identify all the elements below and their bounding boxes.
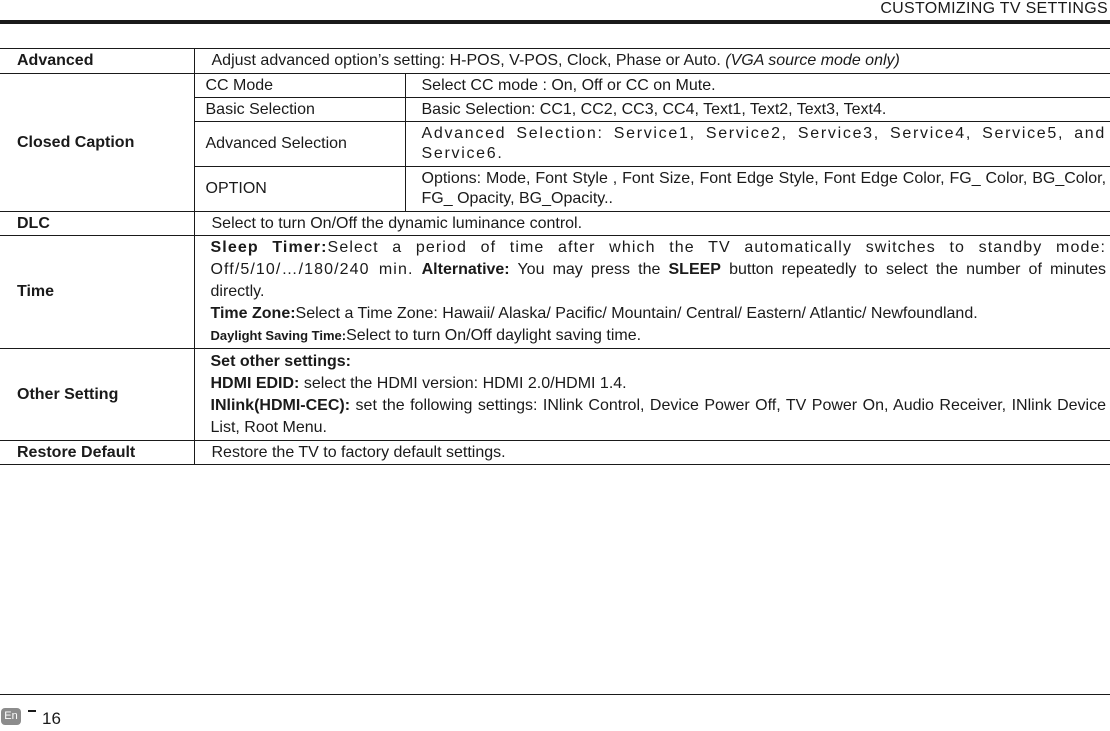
table-row-restore-default [0,441,1110,465]
table-row-time [0,236,1110,349]
hdmi-edid-text: HDMI EDID: select the HDMI version: HDMI 2.0/HDMI 1.4. [210,374,627,392]
row-desc-other-setting [194,349,1110,441]
cc-item-desc: Advanced Selection: Service1, Service2, Service3, Service4, Service5, and Service6. [405,122,1110,167]
row-desc-dlc: Select to turn On/Off the dynamic luminance control. [194,212,1110,236]
row-label-closed-caption: Closed Caption [0,74,194,212]
row-label-time: Time [0,236,194,349]
cc-item-name: OPTION [194,167,405,212]
row-label-restore-default: Restore Default [0,441,194,465]
row-label-dlc: DLC [0,212,194,236]
language-badge: En [1,708,21,725]
cc-item-desc: Basic Selection: CC1, CC2, CC3, CC4, Text1, Text2, Text3, Text4. [405,98,1110,122]
header-rule [0,20,1110,24]
row-label-advanced: Advanced [0,49,194,74]
row-desc-time [194,236,1110,349]
table-row-other-setting [0,349,1110,441]
cc-item-name: CC Mode [194,74,405,98]
sleep-timer-text: Sleep Timer:Select a period of time after which the TV automatically switches to standby mode: Off/5/10/…/180/240 min. Alternative: You may press the SLEEP button repeatedly to select the number of minutes directly. [210,239,1107,300]
row-desc-restore-default: Restore the TV to factory default settings. [194,441,1110,465]
table-row-cc-mode [0,74,1110,98]
cc-item-desc: Options: Mode, Font Style , Font Size, Font Edge Style, Font Edge Color, FG_ Color, BG_Color, FG_ Opacity, BG_Opacity.. [405,167,1110,212]
row-desc-advanced: Adjust advanced option’s setting: H-POS, V-POS, Clock, Phase or Auto. (VGA source mode only) [194,49,1110,74]
advanced-note: (VGA source mode only) [725,52,900,69]
page-number-dash [28,710,36,712]
page-header-title: CUSTOMIZING TV SETTINGS [880,0,1108,17]
other-heading: Set other settings: [210,352,351,370]
time-zone-text: Time Zone:Select a Time Zone: Hawaii/ Alaska/ Pacific/ Mountain/ Central/ Eastern/ Atlantic/ Newfoundland. [210,305,978,322]
table-row-advanced [0,49,1110,74]
inlink-text: INlink(HDMI-CEC): set the following settings: INlink Control, Device Power Off, TV Power On, Audio Receiver, INlink Device List, Root Menu. [210,396,1107,436]
cc-item-name: Advanced Selection [194,122,405,167]
row-label-other-setting: Other Setting [0,349,194,441]
cc-item-name: Basic Selection [194,98,405,122]
cc-item-desc: Select CC mode : On, Off or CC on Mute. [405,74,1110,98]
daylight-saving-text: Daylight Saving Time:Select to turn On/Off daylight saving time. [210,327,642,344]
settings-table [0,48,1110,465]
table-row-dlc [0,212,1110,236]
page-number: 16 [42,709,61,728]
footer-rule [0,694,1110,695]
